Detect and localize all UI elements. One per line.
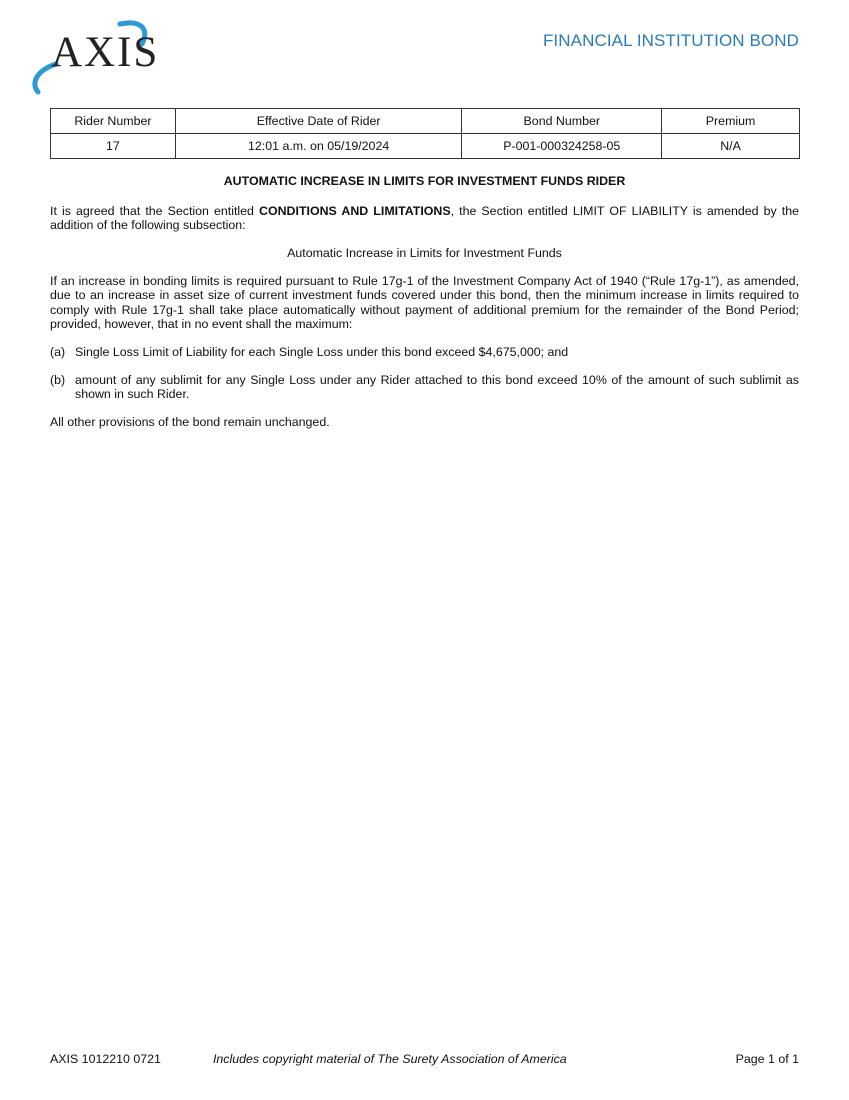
cell-rider-number: 17: [51, 134, 176, 159]
cell-premium: N/A: [662, 134, 800, 159]
intro-bold-section: CONDITIONS AND LIMITATIONS: [259, 203, 451, 218]
list-item-text: Single Loss Limit of Liability for each Single Loss under this bond exceed $4,675,000; and: [75, 345, 569, 359]
closing-paragraph: All other provisions of the bond remain unchanged.: [50, 414, 330, 429]
intro-text-a: It is agreed that the Section entitled: [50, 203, 260, 218]
list-item-text: amount of any sublimit for any Single Loss under any Rider attached to this bond exceed 10% of the amount of such sublimit as shown in such Rider.: [75, 372, 799, 402]
rule-paragraph: If an increase in bonding limits is required pursuant to Rule 17g-1 of the Investment Company Act of 1940 (“Rule 17g-1”), as amended, due to an increase in asset size of current investment funds covered under this bond, then the minimum increase in limits required to comply with Rule 17g-1 shall take place automatically without payment of additional premium for the remainder of the Bond Period; provided, however, that in no event shall the maximum:: [50, 273, 799, 332]
document-title: FINANCIAL INSTITUTION BOND: [542, 31, 799, 50]
table-row: [51, 134, 800, 159]
page-footer: [50, 1052, 799, 1067]
header-rider-number: Rider Number: [51, 109, 176, 134]
list-item: [50, 345, 799, 360]
page-number: Page 1 of 1: [735, 1052, 799, 1066]
list-item-label: (a): [50, 345, 66, 359]
intro-text-b: , the Section entitled LIMIT OF LIABILITY is amended by the addition of the following subsection:: [50, 203, 799, 233]
form-number: AXIS 1012210 0721: [50, 1052, 161, 1066]
cell-bond-number: P-001-000324258-05: [462, 134, 662, 159]
header-premium: Premium: [662, 109, 800, 134]
intro-paragraph: [50, 204, 799, 233]
rider-body: [50, 174, 799, 443]
logo-text: AXIS: [51, 29, 160, 76]
axis-logo: [28, 20, 160, 96]
list-item-label: (b): [50, 372, 66, 387]
rider-info-table: [50, 108, 800, 159]
copyright-notice: Includes copyright material of The Surety Association of America: [212, 1052, 567, 1066]
header-effective-date: Effective Date of Rider: [175, 109, 462, 134]
list-item: [50, 373, 799, 402]
rider-heading: AUTOMATIC INCREASE IN LIMITS FOR INVESTMENT FUNDS RIDER: [223, 174, 626, 188]
header-bond-number: Bond Number: [462, 109, 662, 134]
table-header-row: [51, 109, 800, 134]
subsection-title: Automatic Increase in Limits for Investment Funds: [287, 245, 562, 260]
cell-effective-date: 12:01 a.m. on 05/19/2024: [175, 134, 462, 159]
